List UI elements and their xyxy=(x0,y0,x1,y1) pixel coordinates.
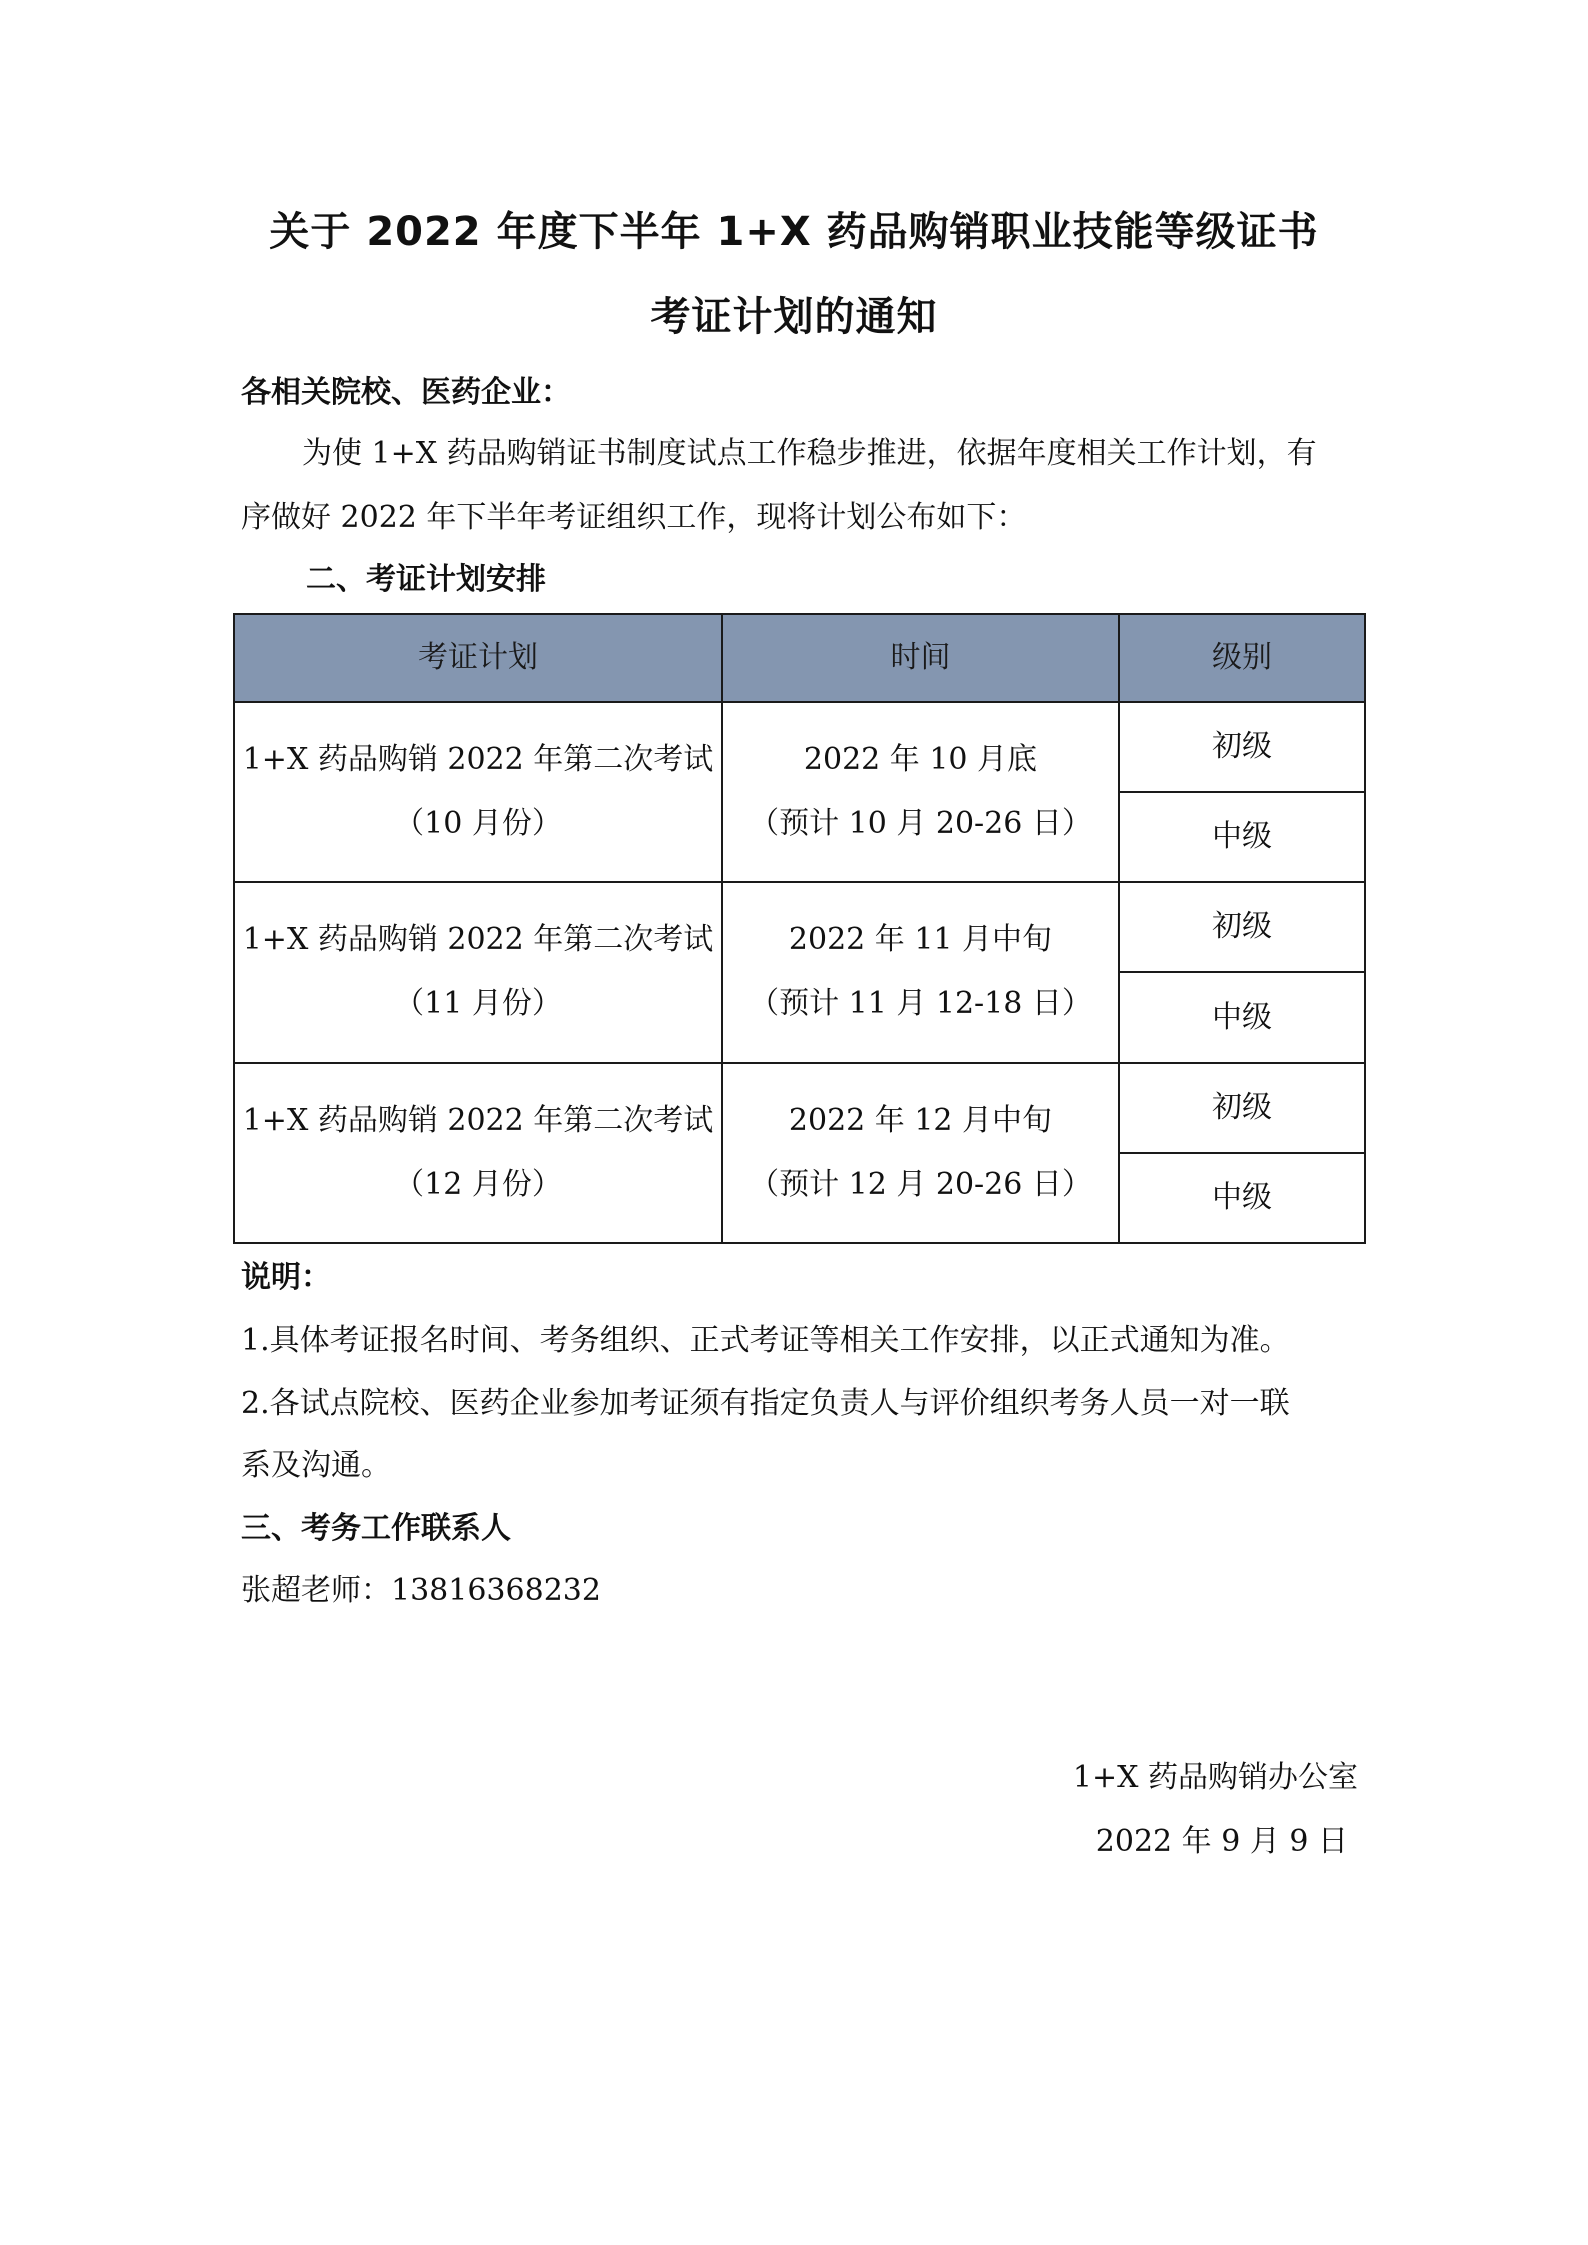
note-item-2-line1: 2.各试点院校、医药企业参加考证须有指定负责人与评价组织考务人员一对一联 xyxy=(241,1386,1290,1421)
table-row xyxy=(234,1063,1365,1153)
time-cell xyxy=(722,1063,1119,1243)
note-item-2-line2: 系及沟通。 xyxy=(241,1448,391,1483)
plan-cell xyxy=(234,1063,722,1243)
section3-heading: 三、考务工作联系人 xyxy=(241,1511,511,1546)
plan-name: 1+X 药品购销 2022 年第二次考试 xyxy=(242,1102,714,1138)
time-estimate: （预计 12 月 20-26 日） xyxy=(749,1166,1092,1202)
plan-month: （11 月份） xyxy=(394,986,562,1022)
header-time: 时间 xyxy=(722,614,1119,702)
plan-name: 1+X 药品购销 2022 年第二次考试 xyxy=(242,922,714,958)
plan-month: （12 月份） xyxy=(394,1166,562,1202)
plan-cell xyxy=(234,702,722,882)
section2-heading: 二、考证计划安排 xyxy=(306,562,546,597)
level-cell: 中级 xyxy=(1119,792,1365,882)
signature-date: 2022 年 9 月 9 日 xyxy=(1095,1824,1348,1859)
time-cell xyxy=(722,882,1119,1062)
level-cell: 初级 xyxy=(1119,702,1365,792)
header-plan: 考证计划 xyxy=(234,614,722,702)
time-period: 2022 年 12 月中旬 xyxy=(788,1102,1053,1138)
table-row xyxy=(234,882,1365,972)
time-estimate: （预计 11 月 12-18 日） xyxy=(749,986,1092,1022)
table-header-row xyxy=(234,614,1365,702)
level-cell: 中级 xyxy=(1119,1153,1365,1243)
salutation: 各相关院校、医药企业： xyxy=(241,375,571,410)
notes-heading: 说明： xyxy=(241,1260,331,1295)
plan-cell xyxy=(234,882,722,1062)
plan-name: 1+X 药品购销 2022 年第二次考试 xyxy=(242,742,714,778)
signature-organization: 1+X 药品购销办公室 xyxy=(1072,1760,1358,1795)
table-row xyxy=(234,702,1365,792)
time-period: 2022 年 11 月中旬 xyxy=(788,922,1053,958)
time-cell xyxy=(722,702,1119,882)
note-item-1: 1.具体考证报名时间、考务组织、正式考证等相关工作安排，以正式通知为准。 xyxy=(241,1323,1290,1358)
time-period: 2022 年 10 月底 xyxy=(803,742,1038,778)
level-cell: 中级 xyxy=(1119,972,1365,1062)
contact-person: 张超老师：13816368232 xyxy=(241,1573,601,1608)
intro-paragraph-line1: 为使 1+X 药品购销证书制度试点工作稳步推进，依据年度相关工作计划，有 xyxy=(302,436,1317,471)
level-cell: 初级 xyxy=(1119,882,1365,972)
document-title-line1: 关于 2022 年度下半年 1+X 药品购销职业技能等级证书 xyxy=(269,209,1319,255)
plan-month: （10 月份） xyxy=(394,806,562,842)
exam-schedule-table xyxy=(233,613,1366,1244)
time-estimate: （预计 10 月 20-26 日） xyxy=(749,806,1092,842)
document-title-line2: 考证计划的通知 xyxy=(650,294,938,340)
level-cell: 初级 xyxy=(1119,1063,1365,1153)
intro-paragraph-line2: 序做好 2022 年下半年考证组织工作，现将计划公布如下： xyxy=(241,500,1027,535)
header-level: 级别 xyxy=(1119,614,1365,702)
